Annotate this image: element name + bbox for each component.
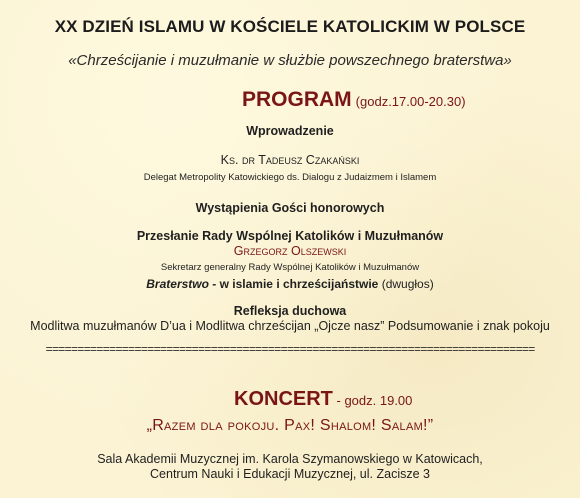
talk-subtitle: - w islamie i chrześcijaństwie — [208, 277, 379, 291]
talk-note: (dwugłos) — [378, 277, 434, 291]
talk-line — [0, 277, 580, 291]
concert-time: - godz. 19.00 — [332, 393, 413, 408]
page-title: XX DZIEŃ ISLAMU W KOŚCIELE KATOLICKIM W POLSCE — [54, 17, 526, 36]
page-subtitle: «Chrześcijanie i muzułmanie w służbie powszechnego braterstwa» — [68, 52, 512, 69]
speaker2-name: Grzegorz Olszewski — [233, 244, 347, 258]
speaker1-name: Ks. dr Tadeusz Czakański — [220, 153, 360, 167]
guests-heading: Wystąpienia Gości honorowych — [195, 201, 385, 215]
council-message-title: Przesłanie Rady Wspólnej Katolików i Muzułmanów — [136, 229, 444, 243]
prayer-line: Modlitwa muzułmanów D’ua i Modlitwa chrześcijan „Ojcze nasz” Podsumowanie i znak pokoju — [30, 319, 550, 333]
concert-motto: „Razem dla pokoju. Pax! Shalom! Salam!” — [146, 417, 434, 434]
section-divider: ============================================================================= — [45, 343, 535, 357]
reflection-heading: Refleksja duchowa — [233, 304, 347, 318]
venue-line-1: Sala Akademii Muzycznej im. Karola Szymanowskiego w Katowicach, — [97, 452, 483, 466]
program-time: (godz.17.00-20.30) — [355, 94, 466, 109]
speaker1-role: Delegat Metropolity Katowickiego ds. Dialogu z Judaizmem i Islamem — [143, 172, 437, 183]
program-label: PROGRAM — [242, 88, 352, 111]
program-heading — [242, 88, 466, 112]
concert-heading — [234, 388, 412, 411]
intro-heading: Wprowadzenie — [246, 124, 334, 138]
speaker2-role: Sekretarz generalny Rady Wspólnej Katolików i Muzułmanów — [160, 262, 420, 273]
concert-label: KONCERT — [234, 388, 333, 410]
venue-line-2: Centrum Nauki i Edukacji Muzycznej, ul. Zacisze 3 — [150, 467, 430, 481]
talk-title: Braterstwo — [146, 277, 209, 291]
